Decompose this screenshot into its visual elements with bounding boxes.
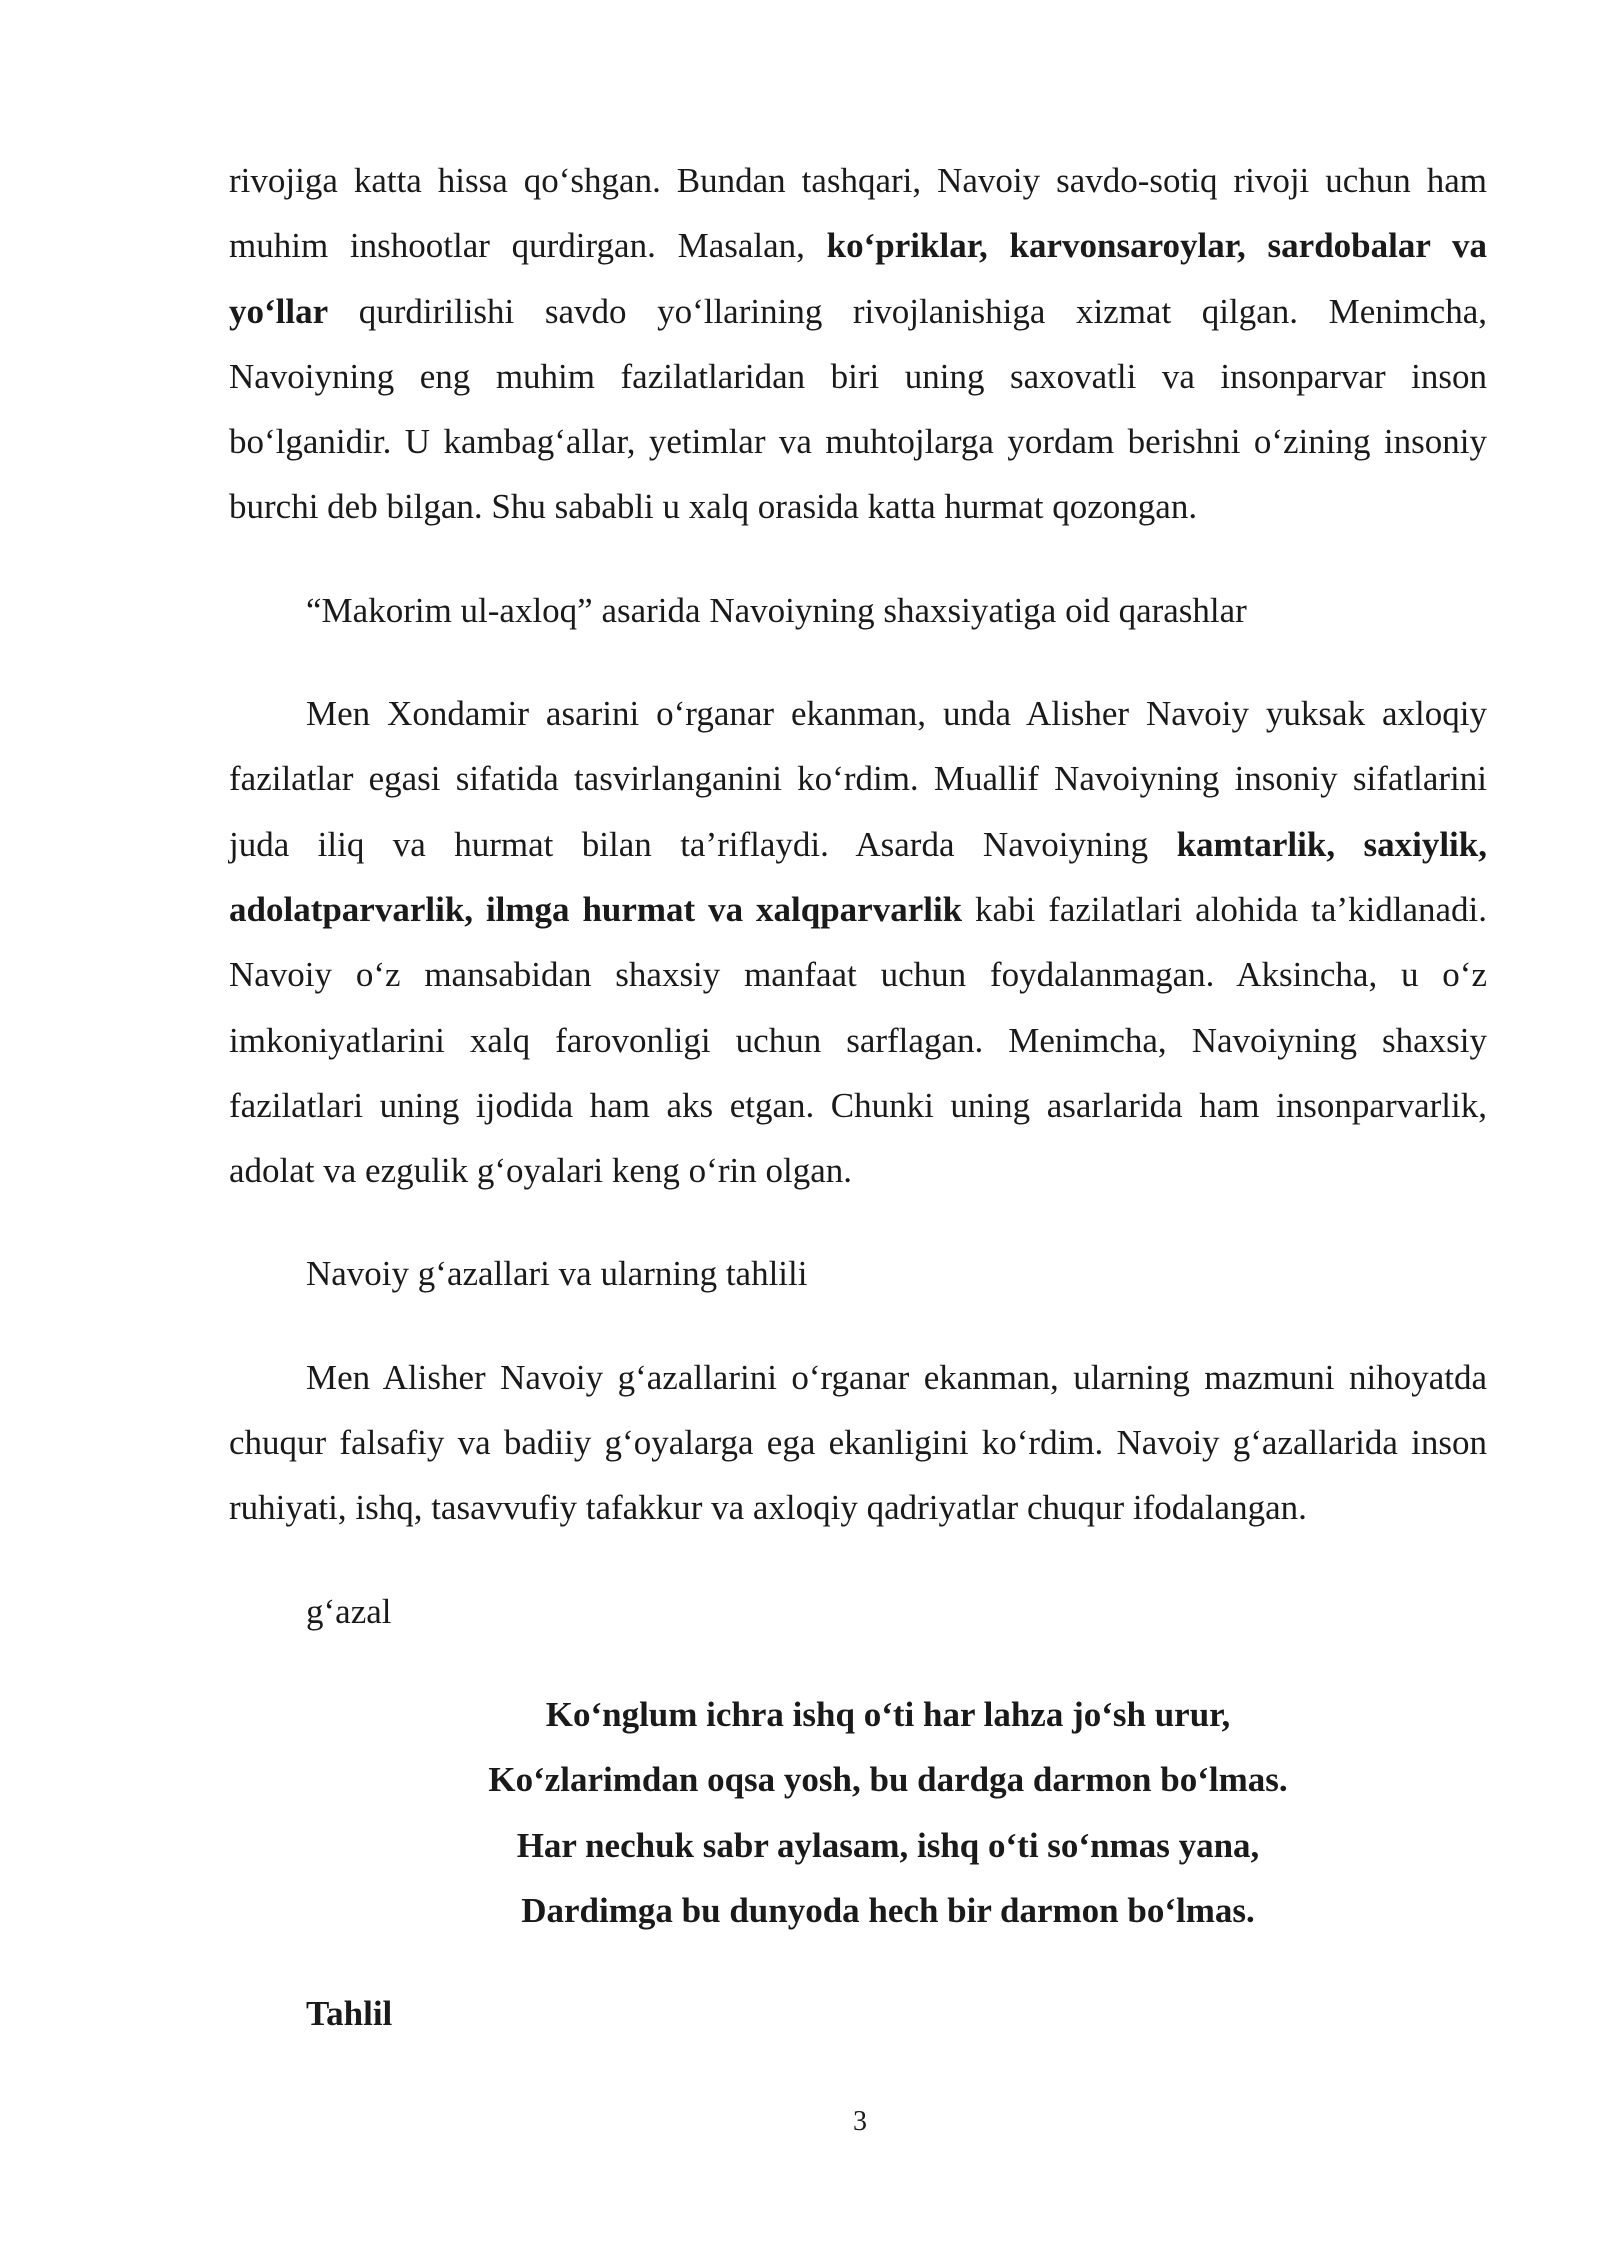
section-heading-gazal: g‘azal xyxy=(306,1591,392,1631)
paragraph-text: rivojiga katta hissa qo‘shgan. Bundan tashqari, Navoiy savdo-sotiq rivoji uchun ham muhim inshootlar qurdirgan. Masalan, xyxy=(229,161,1487,266)
paragraph-gazallar: Men Alisher Navoiy g‘azallarini o‘rganar ekanman, ularning mazmuni nihoyatda chuqur falsafiy va badiiy g‘oyalarga ega ekanligini ko‘rdim. Navoiy g‘azallarida inson ruhiyati, ishq, tasavvufiy tafakkur va axloqiy qadriyatlar chuqur ifodalangan. xyxy=(229,1357,1487,1528)
paragraph-savdo xyxy=(229,148,1487,540)
paragraph-text: kabi fazilatlari alohida ta’kidlanadi. Navoiy o‘z mansabidan shaxsiy manfaat uchun foydalanmagan. Aksincha, u o‘z imkoniyatlarini xalq farovonligi uchun sarflagan. Menimcha, Navoiyning shaxsiy fazilatlari uning ijodida ham aks etgan. Chunki uning asarlarida ham insonparvarlik, adolat va ezgulik g‘oyalari keng o‘rin olgan. xyxy=(229,889,1487,1191)
poem-line: Ko‘nglum ichra ishq o‘ti har lahza jo‘sh urur, xyxy=(545,1694,1231,1734)
page-content xyxy=(229,148,1487,2046)
poem-block xyxy=(229,1682,1487,1943)
section-heading-makorim: “Makorim ul-axloq” asarida Navoiyning shaxsiyatiga oid qarashlar xyxy=(306,590,1247,630)
section-heading-tahlil: Tahlil xyxy=(306,1994,393,2034)
paragraph-xondamir xyxy=(229,681,1487,1203)
poem-line: Ko‘zlarimdan oqsa yosh, bu dardga darmon bo‘lmas. xyxy=(488,1760,1288,1800)
paragraph-text: Men Xondamir asarini o‘rganar ekanman, unda Alisher Navoiy yuksak axloqiy fazilatlar egasi sifatida tasvirlanganini ko‘rdim. Muallif Navoiyning insoniy sifatlarini juda iliq va hurmat bilan ta’riflaydi. Asarda Navoiyning xyxy=(229,694,1487,864)
section-heading-gazallar: Navoiy g‘azallari va ularning tahlili xyxy=(306,1254,808,1294)
bold-phrase: kamtarlik, saxiylik, adolatparvarlik, ilmga hurmat va xalqparvarlik xyxy=(229,824,1487,929)
bold-phrase: ko‘priklar, karvonsaroylar, sardobalar va yo‘llar xyxy=(229,226,1487,331)
poem-line: Har nechuk sabr aylasam, ishq o‘ti so‘nmas yana, xyxy=(516,1825,1260,1865)
page-number: 3 xyxy=(853,2106,867,2137)
poem-line: Dardimga bu dunyoda hech bir darmon bo‘lmas. xyxy=(521,1890,1255,1930)
paragraph-text: qurdirilishi savdo yo‘llarining rivojlanishiga xizmat qilgan. Menimcha, Navoiyning eng muhim fazilatlaridan biri uning saxovatli va insonparvar inson bo‘lganidir. U kambag‘allar, yetimlar va muhtojlarga yordam berishni o‘zining insoniy burchi deb bilgan. Shu sababli u xalq orasida katta hurmat qozongan. xyxy=(229,291,1487,527)
